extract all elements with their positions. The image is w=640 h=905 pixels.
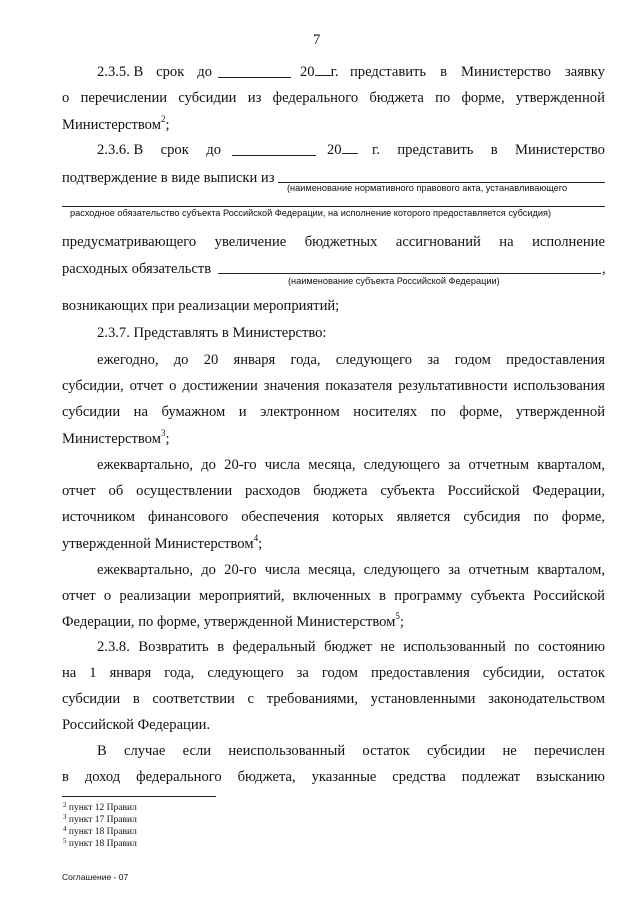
word: из — [247, 90, 262, 106]
word: показателя — [325, 378, 393, 394]
word: увеличение — [214, 234, 287, 250]
s235-line1-words — [97, 65, 212, 80]
word: Российской — [533, 588, 605, 604]
word: субъекта — [380, 483, 435, 499]
word: федеральный — [232, 639, 316, 655]
word: на — [499, 234, 514, 250]
word: на — [62, 665, 77, 681]
word: состоянию — [537, 639, 605, 655]
word: следующего — [207, 665, 284, 681]
word: по — [430, 404, 446, 420]
word: бюджета, — [237, 769, 296, 785]
date-blank — [218, 77, 291, 78]
word: бумажном — [161, 404, 226, 420]
word: отчетным — [468, 457, 530, 473]
word: субсидии, — [62, 378, 124, 394]
word: представить — [350, 64, 427, 80]
s237-p3-line2 — [62, 589, 605, 604]
word: субсидии — [62, 691, 121, 707]
word: законодательством — [488, 691, 605, 707]
s237-p1-line1 — [97, 353, 605, 368]
word: срок — [160, 142, 189, 158]
caption-act: (наименование нормативного правового акта, устанавливающего — [287, 183, 568, 193]
word: бюджет — [324, 639, 372, 655]
s237-p2-line4: утвержденной Министерством$^4$; — [62, 533, 263, 552]
word: кварталом, — [537, 457, 605, 473]
word: расходов — [244, 483, 301, 499]
word: отчетным — [468, 562, 530, 578]
word: января — [233, 352, 276, 368]
word: кварталом, — [537, 562, 605, 578]
word: электронном — [260, 404, 340, 420]
s238-p2-line2 — [62, 770, 605, 785]
word: форме, — [461, 90, 505, 106]
word: субсидии — [178, 90, 237, 106]
word: субъекта — [470, 588, 525, 604]
word: предоставления — [506, 352, 605, 368]
word: указанные — [311, 769, 377, 785]
word: числа — [264, 457, 301, 473]
footnote-separator — [62, 796, 216, 797]
footnote-item: $^4$ пункт 18 Правил — [63, 825, 137, 837]
s236-line5: возникающих при реализации мероприятий; — [62, 298, 340, 314]
word: за — [448, 562, 461, 578]
word: бюджетных — [304, 234, 378, 250]
word: использованный — [403, 639, 506, 655]
word: исполнение — [532, 234, 605, 250]
s237-p1-line2 — [62, 379, 605, 394]
word: отчет — [62, 588, 96, 604]
s238-p2-line1 — [97, 744, 605, 759]
word: о — [62, 90, 70, 106]
word: остаток — [362, 743, 410, 759]
word: о — [169, 378, 177, 394]
word: по — [533, 509, 549, 525]
word: 20-го — [224, 457, 257, 473]
word: года, — [164, 665, 195, 681]
act-name-blank-2 — [62, 206, 605, 207]
word: срок — [156, 64, 185, 80]
page-number: 7 — [313, 32, 321, 48]
word: числа — [264, 562, 301, 578]
word: требованиями, — [266, 691, 358, 707]
word: остаток — [557, 665, 605, 681]
word: об — [108, 483, 124, 499]
word: ежеквартально, — [97, 457, 194, 473]
word: является — [396, 509, 451, 525]
s237-p3-line3: Федерации, по форме, утвержденной Министерством$^5$; — [62, 611, 404, 630]
word: по — [514, 639, 530, 655]
s236-line1-words — [97, 143, 221, 158]
s238-line1 — [97, 640, 605, 655]
word: не — [502, 743, 517, 759]
word: предусматривающего — [62, 234, 197, 250]
s237-p2-line3 — [62, 510, 605, 525]
word: В — [97, 743, 107, 759]
word: о — [103, 588, 112, 604]
word: 20 — [203, 352, 219, 368]
word: следующего — [363, 562, 440, 578]
word: отчет — [62, 483, 96, 499]
word: подлежат — [461, 769, 521, 785]
s237-p3-line1 — [97, 563, 605, 578]
word: субсидия — [463, 509, 521, 525]
word: предоставления — [371, 665, 470, 681]
word: на — [133, 404, 148, 420]
word: использования — [513, 378, 605, 394]
s237-heading: 2.3.7. Представлять в Министерство: — [97, 325, 327, 341]
s235-year: 20 г. — [300, 64, 339, 80]
word: которых — [332, 509, 384, 525]
word: 2.3.6. В — [97, 142, 144, 158]
word: в — [217, 639, 225, 655]
s238-line3 — [62, 692, 605, 707]
s237-p2-line1 — [97, 458, 605, 473]
word: соответствии — [152, 691, 235, 707]
word: месяца, — [308, 562, 356, 578]
s236-line3 — [62, 235, 605, 250]
s236-line4: расходных обязательств — [62, 261, 212, 277]
word: мероприятий, — [198, 588, 285, 604]
word: утвержденной — [515, 90, 605, 106]
word: за — [448, 457, 461, 473]
s237-p2-line2 — [62, 484, 605, 499]
word: месяца, — [308, 457, 356, 473]
word: взысканию — [536, 769, 605, 785]
word: субсидии, — [482, 665, 545, 681]
s236-year: 20 — [327, 143, 358, 158]
word: годом — [321, 665, 359, 681]
s236-line2: подтверждение в виде выписки из — [62, 170, 275, 186]
word: следующего — [335, 352, 413, 368]
word: неиспользованный — [228, 743, 346, 759]
word: Российской — [447, 483, 520, 499]
word: федерального — [272, 90, 359, 106]
word: и — [238, 404, 247, 420]
word: до — [206, 142, 221, 158]
word: 2.3.8. — [97, 639, 130, 655]
word: ежегодно, — [97, 352, 159, 368]
word: форме, — [459, 404, 503, 420]
word: реализации — [119, 588, 191, 604]
word: достижении — [182, 378, 258, 394]
word: включенных — [292, 588, 371, 604]
word: в — [379, 588, 387, 604]
word: результативности — [398, 378, 508, 394]
word: обеспечения — [241, 509, 320, 525]
word: субсидии — [427, 743, 486, 759]
word: утвержденной — [516, 404, 605, 420]
word: перечислении — [80, 90, 168, 106]
word: если — [182, 743, 212, 759]
caption-obligation: расходное обязательство субъекта Российской Федерации, на исполнение которого предоставляется субсидия) — [70, 208, 552, 218]
word: до — [201, 457, 216, 473]
date-blank — [232, 155, 316, 156]
footnote-item: $^3$ пункт 17 Правил — [63, 813, 137, 825]
word: 1 — [89, 665, 97, 681]
word: отчет — [129, 378, 164, 394]
word: установленными — [370, 691, 476, 707]
footnote-item: $^5$ пункт 18 Правил — [63, 837, 137, 849]
word: января — [109, 665, 152, 681]
word: по — [435, 90, 451, 106]
word: бюджета — [369, 90, 424, 106]
caption-subject: (наименование субъекта Российской Федерации) — [288, 276, 500, 286]
document-footer: Соглашение - 07 — [62, 872, 129, 882]
word: года, — [290, 352, 321, 368]
word: источником — [62, 509, 135, 525]
s238-line4: Российской Федерации. — [62, 717, 211, 733]
s238-line2 — [62, 666, 605, 681]
word: в — [62, 769, 69, 785]
word: Министерство — [460, 64, 551, 80]
footnote-item: $^2$ пункт 12 Правил — [63, 801, 137, 813]
s237-p1-line4: Министерством$^3$; — [62, 428, 170, 447]
word: 2.3.5. В — [97, 64, 144, 80]
word: финансового — [148, 509, 229, 525]
word: программу — [394, 588, 463, 604]
word: 20-го — [224, 562, 257, 578]
word: за — [296, 665, 309, 681]
word: за — [427, 352, 440, 368]
word: годом — [454, 352, 491, 368]
s235-line3: Министерством$^2$; — [62, 114, 170, 133]
word: до — [197, 64, 212, 80]
word: Возвратить — [138, 639, 209, 655]
word: заявку — [564, 64, 605, 80]
word: носителях — [353, 404, 418, 420]
word: значения — [263, 378, 320, 394]
word: до — [201, 562, 216, 578]
word: не — [380, 639, 395, 655]
subject-name-blank — [218, 273, 601, 274]
word: бюджета — [313, 483, 368, 499]
word: до — [173, 352, 189, 368]
s235-line2 — [62, 91, 605, 106]
word: субсидии — [62, 404, 121, 420]
s235-line1-tail — [350, 65, 605, 80]
word: форме, — [561, 509, 605, 525]
word: случае — [124, 743, 166, 759]
word: перечислен — [534, 743, 605, 759]
word: доход — [84, 769, 121, 785]
word: ассигнований — [395, 234, 481, 250]
word: федерального — [136, 769, 222, 785]
word: в — [132, 691, 140, 707]
word: с — [247, 691, 255, 707]
word: ежеквартально, — [97, 562, 194, 578]
s236-line1-tail: г. представить в Министерство — [372, 142, 605, 158]
s236-line4-end: , — [602, 261, 606, 277]
word: в — [440, 64, 447, 80]
word: следующего — [363, 457, 440, 473]
s237-p1-line3 — [62, 405, 605, 420]
word: Федерации, — [532, 483, 605, 499]
word: средства — [392, 769, 446, 785]
word: осуществлении — [136, 483, 233, 499]
